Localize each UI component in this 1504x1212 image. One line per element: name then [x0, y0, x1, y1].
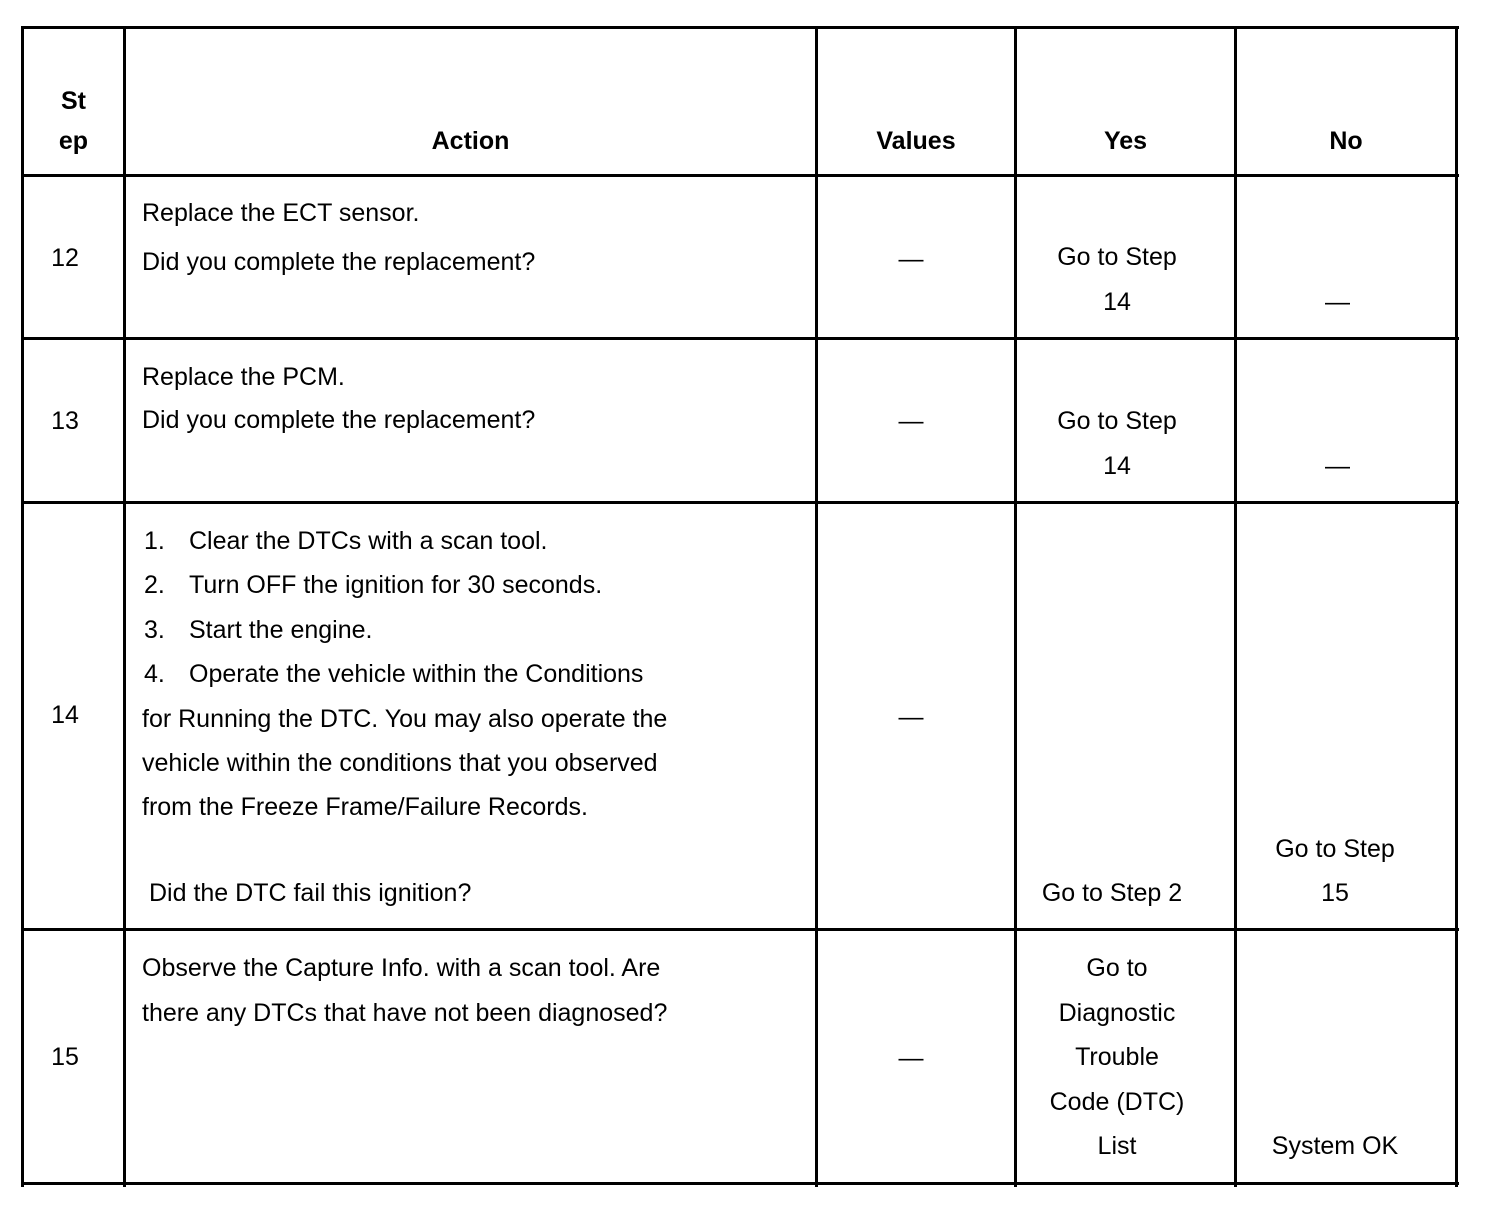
table-border-right [1455, 27, 1458, 1187]
yes-line: 14 [1103, 288, 1131, 316]
value-dash: — [898, 407, 924, 435]
header-values: Values [876, 127, 956, 155]
row-divider [21, 501, 1459, 504]
list-item-text: Start the engine. [189, 616, 373, 644]
list-number: 1. [144, 527, 165, 555]
step-number: 15 [51, 1043, 79, 1071]
no-dash: — [1325, 288, 1350, 316]
column-divider [815, 27, 818, 1187]
row-divider [21, 337, 1459, 340]
yes-line: List [1097, 1132, 1137, 1160]
yes-text: Go to Step 2 [1041, 879, 1183, 907]
list-item-text: Clear the DTCs with a scan tool. [189, 527, 548, 555]
yes-line: Go to Step [1057, 243, 1177, 271]
row-divider [21, 928, 1459, 931]
header-no: No [1329, 127, 1363, 155]
action-continuation: from the Freeze Frame/Failure Records. [142, 793, 588, 821]
list-item-text: Turn OFF the ignition for 30 seconds. [189, 571, 603, 599]
list-number: 3. [144, 616, 165, 644]
header-yes: Yes [1103, 127, 1148, 155]
step-number: 12 [51, 244, 79, 272]
action-text: Replace the ECT sensor. [142, 199, 420, 227]
yes-line: Go to Step [1057, 407, 1177, 435]
no-line: 15 [1321, 879, 1349, 907]
action-question: Did the DTC fail this ignition? [149, 879, 472, 907]
step-number: 13 [51, 407, 79, 435]
value-dash: — [898, 703, 924, 731]
action-text: Replace the PCM. [142, 363, 345, 391]
list-number: 2. [144, 571, 165, 599]
value-dash: — [898, 1044, 924, 1072]
list-number: 4. [144, 660, 165, 688]
table-border-bottom [21, 1182, 1459, 1185]
step-number: 14 [51, 701, 79, 729]
header-step-line1: St [61, 87, 86, 115]
row-divider [21, 174, 1459, 177]
yes-line: Code (DTC) [1049, 1088, 1185, 1116]
action-question: Did you complete the replacement? [142, 406, 536, 434]
action-continuation: for Running the DTC. You may also operate the [142, 705, 668, 733]
header-action: Action [431, 127, 510, 155]
yes-line: Trouble [1075, 1043, 1159, 1071]
column-divider [1234, 27, 1237, 1187]
yes-line: Go to [1086, 954, 1148, 982]
yes-line: 14 [1103, 452, 1131, 480]
action-question: Did you complete the replacement? [142, 248, 536, 276]
list-item-text: Operate the vehicle within the Conditions [189, 660, 644, 688]
no-dash: — [1325, 452, 1350, 480]
yes-line: Diagnostic [1058, 999, 1176, 1027]
no-text: System OK [1271, 1132, 1399, 1160]
table-border-left [21, 27, 24, 1187]
action-text: Observe the Capture Info. with a scan tool. Are [142, 954, 661, 982]
no-line: Go to Step [1275, 835, 1395, 863]
value-dash: — [898, 245, 924, 273]
column-divider [123, 27, 126, 1187]
action-text: there any DTCs that have not been diagnosed? [142, 999, 668, 1027]
action-continuation: vehicle within the conditions that you observed [142, 749, 658, 777]
header-step-line2: ep [58, 127, 89, 155]
table-border-top [21, 26, 1459, 29]
